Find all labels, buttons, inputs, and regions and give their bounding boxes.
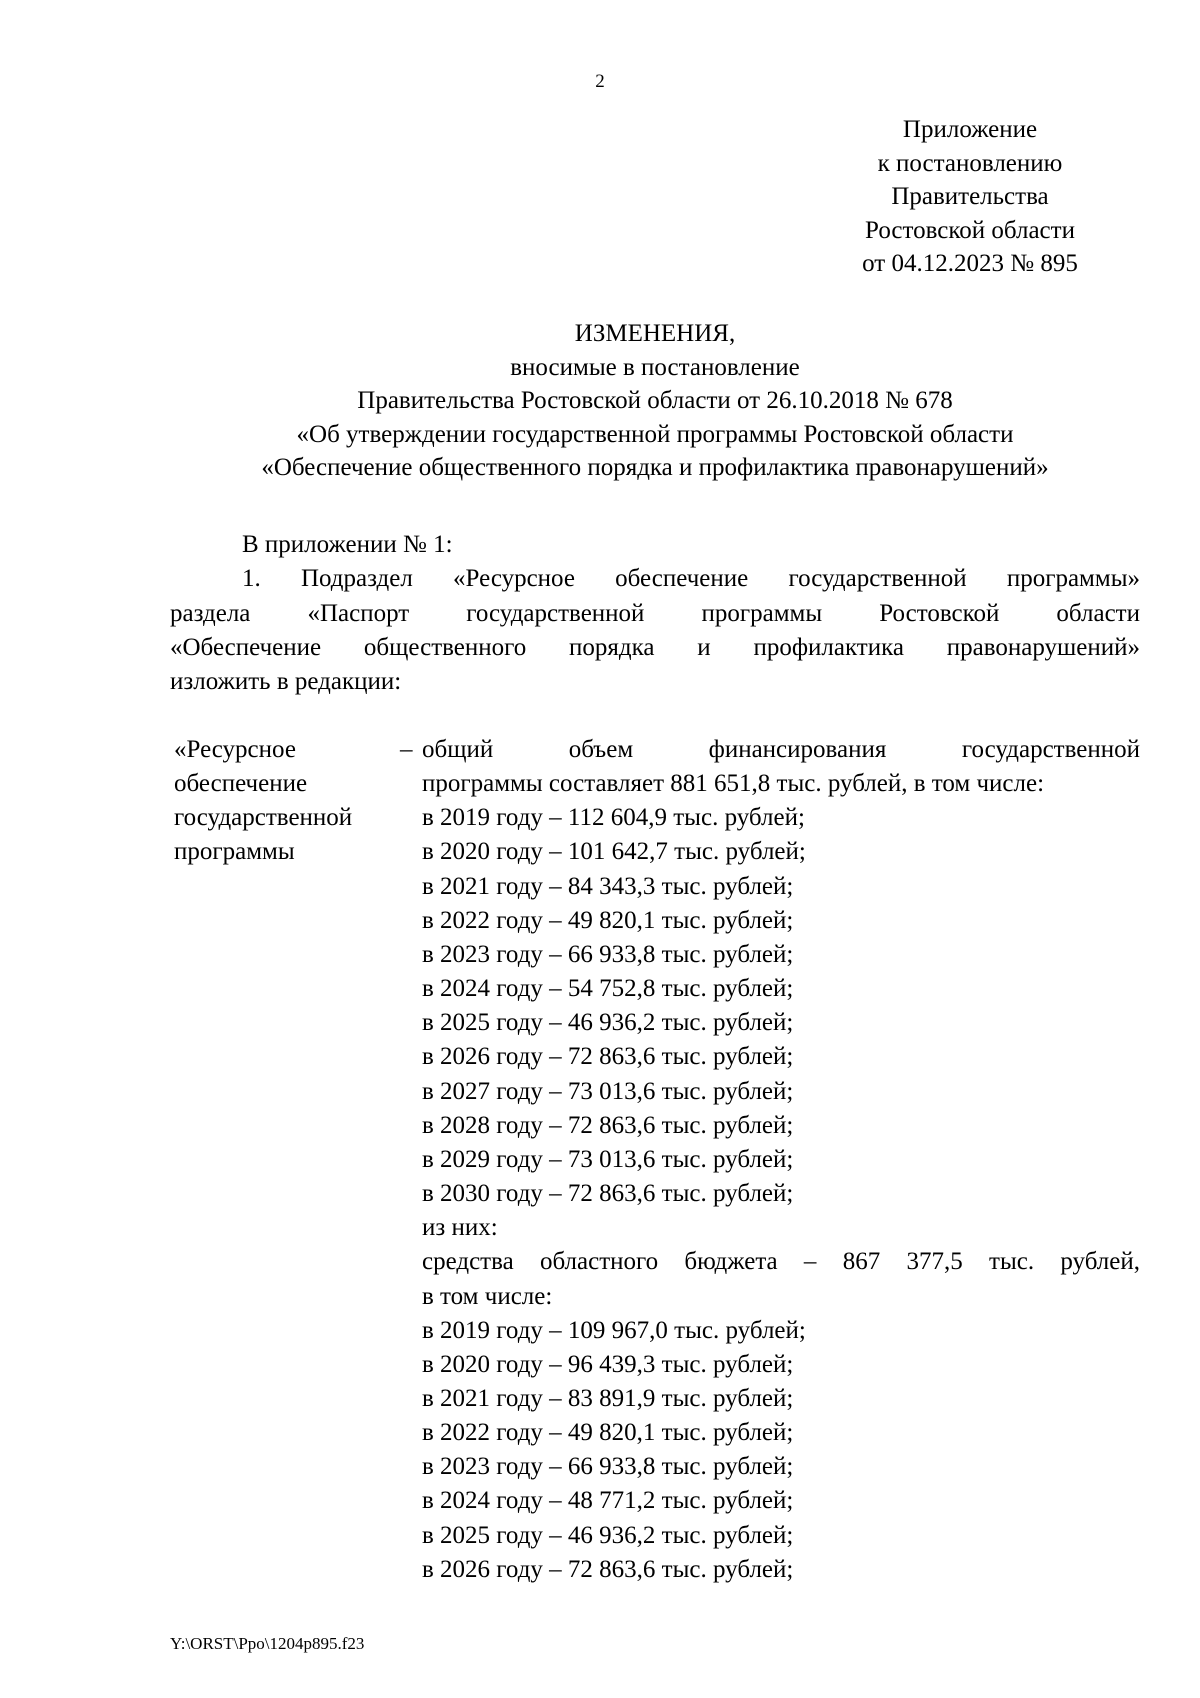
- page-number: 2: [595, 71, 605, 92]
- total-year-line: в 2027 году – 73 013,6 тыс. рублей;: [422, 1077, 794, 1105]
- regional-year-line: в 2021 году – 83 891,9 тыс. рублей;: [422, 1384, 794, 1412]
- total-financing-line: программы составляет 881 651,8 тыс. рублей, в том числе:: [422, 770, 1045, 798]
- appendix-line: Правительства: [891, 183, 1049, 210]
- appendix-line: Приложение: [902, 116, 1038, 143]
- item-1-line: изложить в редакции:: [170, 668, 402, 696]
- total-year-line: в 2029 году – 73 013,6 тыс. рублей;: [422, 1145, 794, 1173]
- resource-label-line: «Ресурсное: [174, 736, 296, 763]
- total-year-line: в 2023 году – 66 933,8 тыс. рублей;: [422, 940, 794, 968]
- appendix-line: Ростовской области: [865, 216, 1075, 244]
- total-year-line: в 2019 году – 112 604,9 тыс. рублей;: [422, 804, 805, 832]
- total-year-line: в 2030 году – 72 863,6 тыс. рублей;: [422, 1180, 794, 1208]
- item-1-line: раздела «Паспорт государственной программы Ростовской области: [170, 599, 1140, 627]
- regional-budget-line: в том числе:: [422, 1282, 553, 1310]
- regional-budget-line: средства областного бюджета – 867 377,5 тыс. рублей,: [422, 1248, 1140, 1276]
- appendix-line: от 04.12.2023 № 895: [862, 250, 1078, 277]
- total-year-line: в 2028 году – 72 863,6 тыс. рублей;: [422, 1111, 794, 1139]
- resource-dash: –: [400, 736, 413, 763]
- of-them-label: из них:: [422, 1214, 498, 1242]
- title-line: Правительства Ростовской области от 26.10.2018 № 678: [357, 387, 953, 414]
- total-year-line: в 2025 году – 46 936,2 тыс. рублей;: [422, 1009, 794, 1037]
- total-financing-line: общий объем финансирования государственной: [422, 736, 1140, 763]
- regional-year-line: в 2026 году – 72 863,6 тыс. рублей;: [422, 1555, 794, 1583]
- resource-label-line: государственной: [174, 804, 353, 832]
- regional-year-line: в 2023 году – 66 933,8 тыс. рублей;: [422, 1453, 794, 1481]
- regional-year-line: в 2019 году – 109 967,0 тыс. рублей;: [422, 1316, 806, 1344]
- resource-label-line: программы: [174, 838, 295, 866]
- document-title: [170, 317, 1140, 485]
- title-line: «Обеспечение общественного порядка и профилактика правонарушений»: [261, 454, 1049, 481]
- footer-file-path: Y:\ORST\Ppo\1204p895.f23: [170, 1634, 365, 1653]
- total-year-line: в 2026 году – 72 863,6 тыс. рублей;: [422, 1043, 794, 1071]
- total-year-line: в 2020 году – 101 642,7 тыс. рублей;: [422, 838, 806, 866]
- annex-reference: В приложении № 1:: [242, 531, 453, 558]
- regional-year-line: в 2025 году – 46 936,2 тыс. рублей;: [422, 1521, 794, 1549]
- title-line: «Об утверждении государственной программы Ростовской области: [296, 420, 1014, 448]
- appendix-line: к постановлению: [877, 149, 1063, 177]
- resource-label: [174, 733, 394, 870]
- appendix-header: [830, 113, 1110, 281]
- title-line: вносимые в постановление: [510, 353, 800, 381]
- title-heading: ИЗМЕНЕНИЯ,: [574, 320, 736, 347]
- resource-content: [422, 733, 1140, 1587]
- item-1-line: 1. Подраздел «Ресурсное обеспечение государственной программы»: [242, 565, 1140, 593]
- total-year-line: в 2024 году – 54 752,8 тыс. рублей;: [422, 975, 794, 1003]
- regional-year-line: в 2022 году – 49 820,1 тыс. рублей;: [422, 1419, 794, 1447]
- total-year-line: в 2021 году – 84 343,3 тыс. рублей;: [422, 872, 794, 900]
- intro-section: [170, 528, 1140, 699]
- resource-label-line: обеспечение: [174, 770, 308, 798]
- regional-year-line: в 2020 году – 96 439,3 тыс. рублей;: [422, 1350, 794, 1378]
- regional-year-line: в 2024 году – 48 771,2 тыс. рублей;: [422, 1487, 794, 1515]
- total-year-line: в 2022 году – 49 820,1 тыс. рублей;: [422, 906, 794, 934]
- item-1-line: «Обеспечение общественного порядка и профилактика правонарушений»: [170, 633, 1140, 661]
